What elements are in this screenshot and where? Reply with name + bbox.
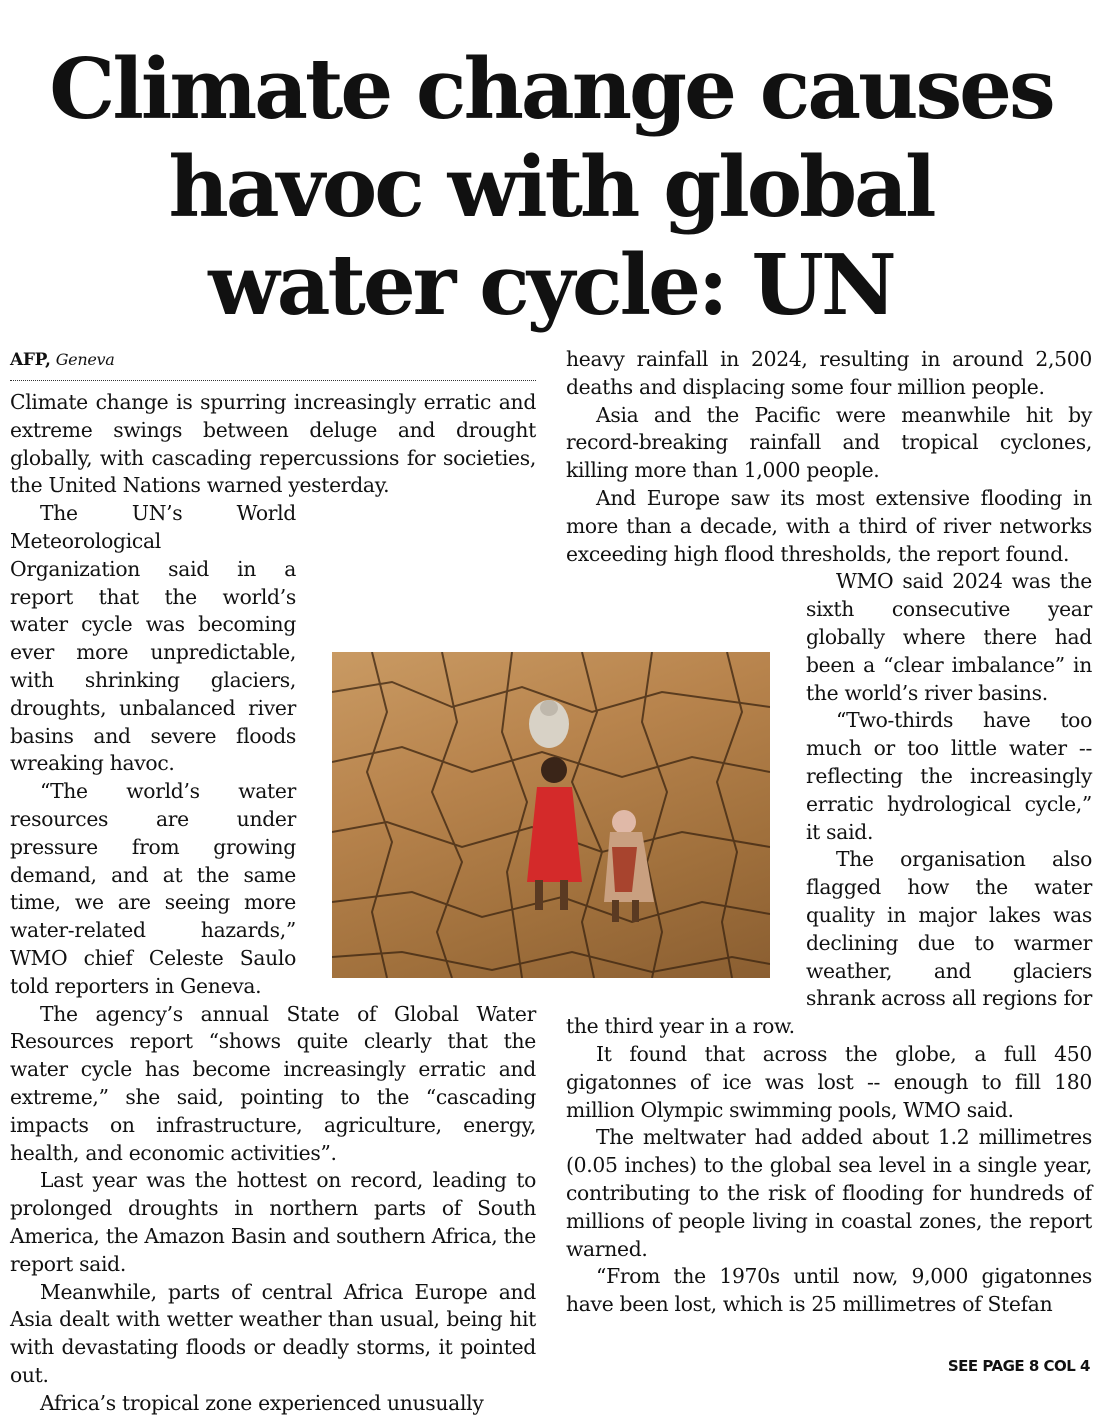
paragraph: And Europe saw its most extensive flooding in more than a decade, with a third of river networks exceeding high flood thresholds, the report found. (566, 485, 1092, 566)
paragraph: Climate change is spurring increasingly erratic and extreme swings between deluge and drought globally, with cascading repercussions for societies, the United Nations warned yesterday. (10, 390, 536, 498)
paragraph: It found that across the globe, a full 450 gigatonnes of ice was lost -- enough to fill 180 million Olympic swimming pools, WMO said. (566, 1041, 1092, 1122)
paragraph: Africa’s tropical zone experienced unusually (40, 1390, 484, 1415)
paragraph: The meltwater had added about 1.2 millimetres (0.05 inches) to the global sea level in a single year, contributing to the risk of flooding for hundreds of millions of people living in coastal zones, the report warned. (566, 1125, 1092, 1261)
cracked-earth-icon (332, 652, 770, 978)
paragraph: Meanwhile, parts of central Africa Europe and Asia dealt with wetter weather than usual, being hit with devastating floods or deadly storms, it pointed out. (10, 1279, 536, 1387)
paragraph: “The world’s water resources are under pressure from growing demand, and at the same time, we are seeing more water-related hazards,” WMO chief Celeste Saulo told reporters in Geneva. (10, 779, 296, 998)
paragraph: Asia and the Pacific were meanwhile hit by record-breaking rainfall and tropical cyclones, killing more than 1,000 people. (566, 402, 1092, 483)
drought-photo (332, 652, 770, 978)
child-figure-red (527, 700, 582, 910)
jump-line: SEE PAGE 8 COL 4 (947, 1357, 1090, 1375)
paragraph: The agency’s annual State of Global Water Resources report “shows quite clearly that the water cycle has become increasingly erratic and extreme,” she said, pointing to the “cascading impacts on infrastructure, agriculture, energy, health, and economic activities”. (10, 1001, 536, 1165)
headline-line-1: Climate change causes (49, 40, 1053, 138)
paragraph: heavy rainfall in 2024, resulting in around 2,500 deaths and displacing some four million people. (566, 347, 1092, 399)
paragraph-text: The UN’s World Meteorological Organization said in a report that the world’s water cycle was becoming ever more unpredictable, with shrinking glaciers, droughts, unbalanced river basins and severe floods wreaking havoc. (10, 501, 296, 776)
byline-city: Geneva (55, 350, 115, 369)
byline (10, 346, 536, 374)
paragraph: Last year was the hottest on record, leading to prolonged droughts in northern parts of South America, the Amazon Basin and southern Africa, the report said. (10, 1168, 536, 1276)
byline-divider (10, 380, 536, 381)
byline-agency: AFP, (10, 350, 51, 370)
paragraph: “Two-thirds have too much or too little water -- reflecting the increasingly erratic hydrological cycle,” it said. (806, 708, 1092, 844)
headline-line-3: water cycle: UN (208, 236, 894, 334)
headline (0, 40, 1102, 334)
paragraph: The organisation also flagged how the water quality in major lakes was declining due to warmer weather, and glaciers shrank across all regions for the third year in a row. (566, 847, 1092, 1039)
headline-line-2: havoc with global (168, 138, 934, 236)
paragraph-text: WMO said 2024 was the sixth consecutive year globally where there had been a “clear imbalance” in the world’s river basins. (806, 569, 1092, 705)
child-figure-small (604, 810, 654, 922)
paragraph: “From the 1970s until now, 9,000 gigatonnes have been lost, which is 25 millimetres of Stefan (566, 1264, 1092, 1317)
